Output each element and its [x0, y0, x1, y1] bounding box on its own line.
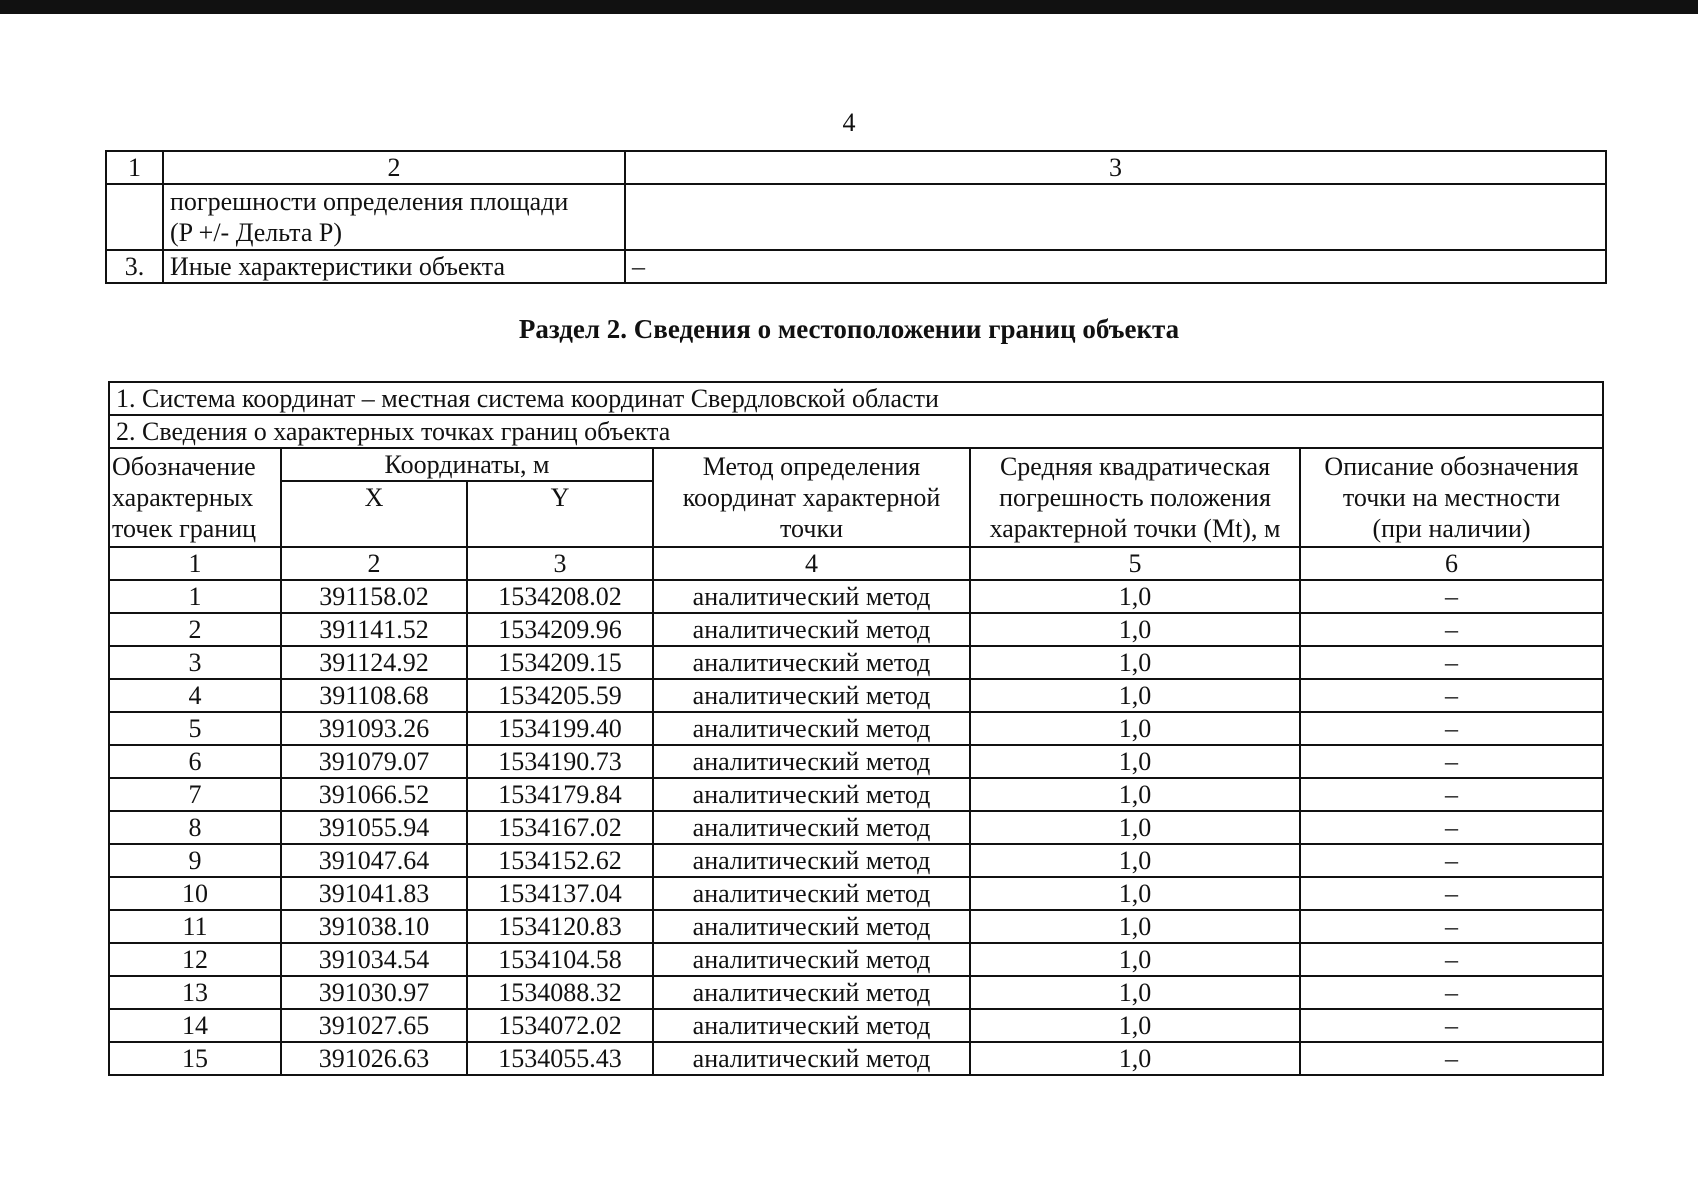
table-row: [109, 976, 1603, 1009]
table-row: [109, 1009, 1603, 1042]
table-row: [109, 943, 1603, 976]
header-line: характерных: [112, 483, 254, 512]
coordinate-system-caption: 1. Система координат – местная система координат Свердловской области: [109, 382, 1603, 415]
description-header: [1300, 448, 1603, 547]
x-coordinate: 391066.52: [281, 778, 467, 811]
point-number: 14: [109, 1009, 281, 1042]
point-number: 15: [109, 1042, 281, 1075]
row-name-line: погрешности определения площади: [170, 187, 569, 216]
description-cell: –: [1300, 613, 1603, 646]
row-value: [625, 184, 1606, 250]
method-cell: аналитический метод: [653, 1009, 970, 1042]
y-coordinate: 1534088.32: [467, 976, 653, 1009]
description-cell: –: [1300, 1042, 1603, 1075]
x-coordinate: 391124.92: [281, 646, 467, 679]
point-number: 12: [109, 943, 281, 976]
method-cell: аналитический метод: [653, 1042, 970, 1075]
method-cell: аналитический метод: [653, 877, 970, 910]
method-cell: аналитический метод: [653, 811, 970, 844]
x-coordinate: 391027.65: [281, 1009, 467, 1042]
x-coordinate: 391041.83: [281, 877, 467, 910]
y-coordinate: 1534137.04: [467, 877, 653, 910]
error-cell: 1,0: [970, 778, 1300, 811]
table-row: [106, 250, 1606, 283]
error-cell: 1,0: [970, 712, 1300, 745]
row-number: 3.: [106, 250, 163, 283]
y-coordinate: 1534167.02: [467, 811, 653, 844]
error-cell: 1,0: [970, 910, 1300, 943]
section-title: Раздел 2. Сведения о местоположении границ объекта: [518, 314, 1180, 344]
header-line: точек границ: [112, 514, 257, 543]
error-cell: 1,0: [970, 613, 1300, 646]
error-cell: 1,0: [970, 745, 1300, 778]
error-header: [970, 448, 1300, 547]
table-row: [109, 778, 1603, 811]
point-number: 13: [109, 976, 281, 1009]
y-coordinate: 1534072.02: [467, 1009, 653, 1042]
column-number-row: [109, 547, 1603, 580]
header-cell: 3: [625, 151, 1606, 184]
method-cell: аналитический метод: [653, 580, 970, 613]
method-cell: аналитический метод: [653, 745, 970, 778]
row-name: Иные характеристики объекта: [163, 250, 625, 283]
point-number: 5: [109, 712, 281, 745]
error-cell: 1,0: [970, 1009, 1300, 1042]
method-cell: аналитический метод: [653, 943, 970, 976]
point-number: 4: [109, 679, 281, 712]
error-cell: 1,0: [970, 1042, 1300, 1075]
header-line: (при наличии): [1372, 514, 1531, 543]
x-coordinate: 391030.97: [281, 976, 467, 1009]
x-coordinate: 391079.07: [281, 745, 467, 778]
row-number: [106, 184, 163, 250]
header-row: [109, 448, 1603, 481]
y-coordinate: 1534120.83: [467, 910, 653, 943]
header-line: точки на местности: [1342, 483, 1561, 512]
coordinates-header: Координаты, м: [281, 448, 653, 481]
caption-row: [109, 382, 1603, 415]
y-coordinate: 1534104.58: [467, 943, 653, 976]
y-header: Y: [467, 481, 653, 547]
column-number: 1: [109, 547, 281, 580]
method-cell: аналитический метод: [653, 712, 970, 745]
header-line: Обозначение: [112, 452, 256, 481]
row-value: –: [625, 250, 1606, 283]
y-coordinate: 1534208.02: [467, 580, 653, 613]
x-coordinate: 391038.10: [281, 910, 467, 943]
point-number: 3: [109, 646, 281, 679]
point-number: 2: [109, 613, 281, 646]
boundary-points-table: [108, 381, 1604, 1076]
error-cell: 1,0: [970, 580, 1300, 613]
table-row: [109, 877, 1603, 910]
page-number: 4: [842, 108, 856, 137]
description-cell: –: [1300, 679, 1603, 712]
method-cell: аналитический метод: [653, 646, 970, 679]
header-line: характерной точки (Mt), м: [989, 514, 1281, 543]
points-body: [109, 580, 1603, 1075]
y-coordinate: 1534205.59: [467, 679, 653, 712]
method-cell: аналитический метод: [653, 778, 970, 811]
description-cell: –: [1300, 844, 1603, 877]
description-cell: –: [1300, 877, 1603, 910]
method-cell: аналитический метод: [653, 613, 970, 646]
scan-top-edge: [0, 0, 1698, 14]
header-line: Описание обозначения: [1324, 452, 1579, 481]
column-number: 4: [653, 547, 970, 580]
header-line: погрешность положения: [999, 483, 1271, 512]
error-cell: 1,0: [970, 976, 1300, 1009]
header-line: точки: [780, 514, 843, 543]
y-coordinate: 1534209.15: [467, 646, 653, 679]
x-coordinate: 391047.64: [281, 844, 467, 877]
description-cell: –: [1300, 580, 1603, 613]
y-coordinate: 1534055.43: [467, 1042, 653, 1075]
header-line: Средняя квадратическая: [999, 452, 1271, 481]
row-name-line: (P +/- Дельта P): [170, 218, 342, 247]
y-coordinate: 1534152.62: [467, 844, 653, 877]
description-cell: –: [1300, 910, 1603, 943]
table-row: [109, 580, 1603, 613]
description-cell: –: [1300, 712, 1603, 745]
header-cell: 1: [106, 151, 163, 184]
table-row: [109, 679, 1603, 712]
method-cell: аналитический метод: [653, 844, 970, 877]
y-coordinate: 1534179.84: [467, 778, 653, 811]
table-row: [109, 844, 1603, 877]
x-coordinate: 391093.26: [281, 712, 467, 745]
error-cell: 1,0: [970, 844, 1300, 877]
method-cell: аналитический метод: [653, 679, 970, 712]
x-coordinate: 391108.68: [281, 679, 467, 712]
x-coordinate: 391158.02: [281, 580, 467, 613]
point-number: 9: [109, 844, 281, 877]
table-row: [109, 712, 1603, 745]
points-caption: 2. Сведения о характерных точках границ объекта: [109, 415, 1603, 448]
description-cell: –: [1300, 745, 1603, 778]
table-row: [109, 646, 1603, 679]
error-cell: 1,0: [970, 646, 1300, 679]
method-cell: аналитический метод: [653, 910, 970, 943]
header-cell: 2: [163, 151, 625, 184]
description-cell: –: [1300, 943, 1603, 976]
x-header: X: [281, 481, 467, 547]
column-number: 2: [281, 547, 467, 580]
method-header: [653, 448, 970, 547]
error-cell: 1,0: [970, 943, 1300, 976]
row-name: [163, 184, 625, 250]
characteristics-table: [105, 150, 1607, 284]
point-number: 6: [109, 745, 281, 778]
description-cell: –: [1300, 1009, 1603, 1042]
table-row: [106, 184, 1606, 250]
column-number: 5: [970, 547, 1300, 580]
point-number: 10: [109, 877, 281, 910]
x-coordinate: 391055.94: [281, 811, 467, 844]
table-row: [109, 910, 1603, 943]
point-number: 11: [109, 910, 281, 943]
error-cell: 1,0: [970, 679, 1300, 712]
table-row: [109, 745, 1603, 778]
caption-row: [109, 415, 1603, 448]
header-line: Метод определения: [702, 452, 921, 481]
x-coordinate: 391026.63: [281, 1042, 467, 1075]
table-row: [109, 613, 1603, 646]
description-cell: –: [1300, 646, 1603, 679]
description-cell: –: [1300, 811, 1603, 844]
method-cell: аналитический метод: [653, 976, 970, 1009]
table-header-row: [106, 151, 1606, 184]
point-number: 1: [109, 580, 281, 613]
point-number: 7: [109, 778, 281, 811]
table-row: [109, 811, 1603, 844]
y-coordinate: 1534209.96: [467, 613, 653, 646]
table-row: [109, 1042, 1603, 1075]
x-coordinate: 391141.52: [281, 613, 467, 646]
y-coordinate: 1534190.73: [467, 745, 653, 778]
point-designation-header: [109, 448, 281, 547]
description-cell: –: [1300, 976, 1603, 1009]
x-coordinate: 391034.54: [281, 943, 467, 976]
header-line: координат характерной: [682, 483, 941, 512]
description-cell: –: [1300, 778, 1603, 811]
column-number: 3: [467, 547, 653, 580]
error-cell: 1,0: [970, 811, 1300, 844]
y-coordinate: 1534199.40: [467, 712, 653, 745]
error-cell: 1,0: [970, 877, 1300, 910]
column-number: 6: [1300, 547, 1603, 580]
point-number: 8: [109, 811, 281, 844]
